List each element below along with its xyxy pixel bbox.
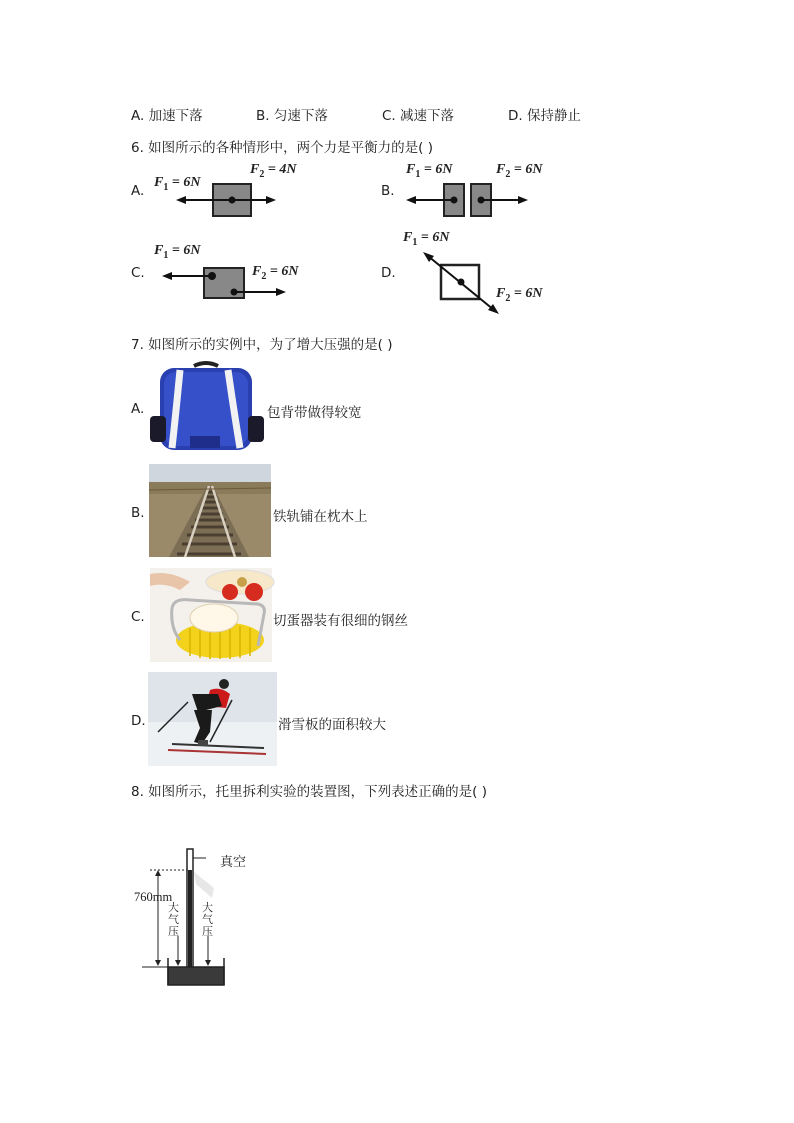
- q7-option-b-text: 铁轨铺在枕木上: [273, 509, 368, 525]
- force-diagram-c: [150, 240, 350, 305]
- option-letter: A.: [131, 108, 145, 124]
- torricelli-diagram: [134, 846, 264, 992]
- option-letter: B.: [256, 108, 270, 124]
- force-diagram-d: [400, 228, 600, 318]
- option-text: 保持静止: [526, 108, 581, 124]
- height-label: 760mm: [134, 890, 173, 904]
- q7-stem: 7. 如图所示的实例中，为了增大压强的是( ): [131, 337, 393, 353]
- q7-option-c-letter: C.: [131, 609, 145, 625]
- q6-option-a-letter: A.: [131, 183, 145, 199]
- q7-option-a-letter: A.: [131, 401, 145, 417]
- railway-track-image: [149, 464, 271, 557]
- egg-slicer-image: [150, 568, 272, 662]
- option-text: 减速下落: [400, 108, 455, 124]
- pressure-label-left: 大气压: [168, 902, 179, 938]
- option-letter: C.: [382, 108, 396, 124]
- skier-image: [148, 672, 277, 766]
- q5-option-b: [256, 104, 328, 124]
- force-label-f2: $F_2 = 6N$: [252, 264, 299, 282]
- option-letter: D.: [508, 108, 523, 124]
- backpack-image: [150, 362, 266, 454]
- force-diagram-a: [150, 160, 350, 220]
- force-label-f1: $F_1 = 6N$: [154, 243, 201, 261]
- q5-option-c: [382, 104, 454, 124]
- q6-figure-c: [150, 240, 350, 305]
- force-label-f2: $F_2 = 6N$: [496, 162, 543, 180]
- force-label-f2: $F_2 = 6N$: [496, 286, 543, 304]
- q6-option-c-letter: C.: [131, 265, 145, 281]
- q5-option-a: [131, 104, 203, 124]
- force-label-f1: $F_1 = 6N$: [154, 175, 201, 193]
- q6-figure-b: [400, 160, 600, 220]
- q7-option-c-text: 切蛋器装有很细的钢丝: [273, 613, 408, 629]
- force-label-f1: $F_1 = 6N$: [403, 230, 450, 248]
- q7-option-a-text: 包背带做得较宽: [267, 405, 362, 421]
- q8-stem: 8. 如图所示，托里拆利实验的装置图，下列表述正确的是( ): [131, 784, 487, 800]
- q7-option-d-text: 滑雪板的面积较大: [278, 717, 386, 733]
- vacuum-label: 真空: [220, 854, 247, 869]
- q6-option-b-letter: B.: [381, 183, 395, 199]
- pressure-label-right: 大气压: [202, 902, 213, 938]
- q7-option-d-letter: D.: [131, 713, 146, 729]
- q6-figure-d: [400, 228, 600, 318]
- q6-figure-a: [150, 160, 350, 220]
- q6-option-d-letter: D.: [381, 265, 396, 281]
- option-text: 匀速下落: [273, 108, 328, 124]
- q6-stem: 6. 如图所示的各种情形中，两个力是平衡力的是( ): [131, 140, 433, 156]
- force-diagram-b: [400, 160, 600, 220]
- force-label-f1: $F_1 = 6N$: [406, 162, 453, 180]
- force-label-f2: $F_2 = 4N$: [250, 162, 297, 180]
- q7-option-b-letter: B.: [131, 505, 145, 521]
- option-text: 加速下落: [148, 108, 203, 124]
- q5-option-d: [508, 104, 581, 124]
